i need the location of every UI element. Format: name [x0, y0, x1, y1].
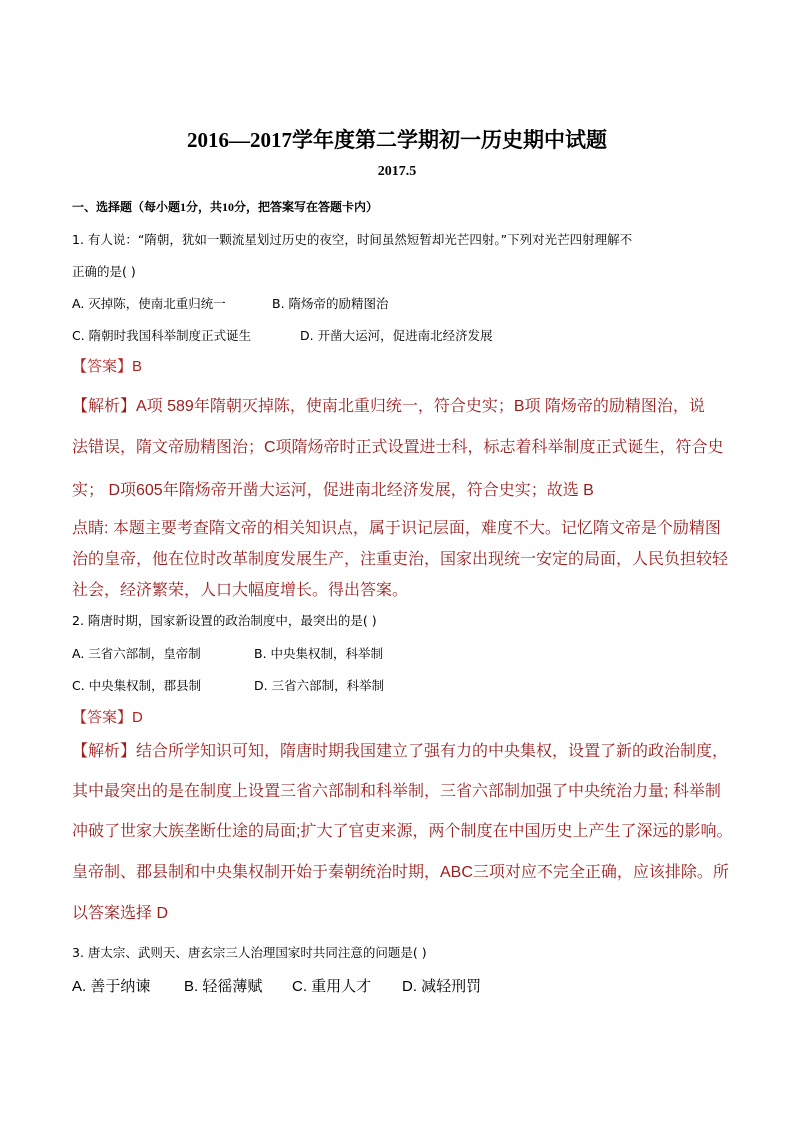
question-2-line-1: 2. 隋唐时期，国家新设置的政治制度中，最突出的是( ): [72, 613, 377, 628]
question-1-analysis-line-1: 【解析】A项 589年隋朝灭掉陈，使南北重归统一，符合史实；B项 隋炀帝的励精图治，说: [72, 398, 705, 415]
question-3-option-d: D. 减轻刑罚: [402, 978, 482, 995]
question-1-note-line-1: 点睛: 本题主要考查隋文帝的相关知识点，属于识记层面，难度不大。记忆隋文帝是个励精图: [72, 520, 721, 537]
question-2-option-b: B. 中央集权制，科举制: [254, 646, 384, 661]
question-1-line-2: 正确的是( ): [72, 264, 136, 279]
question-1-option-a: A. 灭掉陈，使南北重归统一: [72, 296, 226, 311]
question-1-analysis-line-2: 法错误，隋文帝励精图治；C项隋炀帝时正式设置进士科，标志着科举制度正式诞生，符合史: [72, 439, 724, 456]
question-2-analysis-line-5: 以答案选择 D: [72, 905, 169, 922]
page-title: 2016—2017学年度第二学期初一历史期中试题: [187, 128, 607, 152]
question-1-note-line-3: 社会，经济繁荣，人口大幅度增长。得出答案。: [72, 582, 409, 599]
question-1-option-b: B. 隋炀帝的励精图治: [272, 296, 389, 311]
question-2-option-a: A. 三省六部制，皇帝制: [72, 646, 201, 661]
question-3-line-1: 3. 唐太宗、武则天、唐玄宗三人治理国家时共同注意的问题是( ): [72, 945, 427, 960]
section-heading: 一、选择题（每小题1分，共10分，把答案写在答题卡内）: [72, 200, 379, 214]
question-3-option-c: C. 重用人才: [292, 978, 372, 995]
question-1-analysis-line-3: 实； D项605年隋炀帝开凿大运河，促进南北经济发展，符合史实；故选 B: [72, 482, 594, 499]
question-3-option-a: A. 善于纳谏: [72, 978, 151, 995]
question-2-analysis-line-2: 其中最突出的是在制度上设置三省六部制和科举制，三省六部制加强了中央统治力量; 科举制: [72, 783, 721, 800]
question-3-option-b: B. 轻徭薄赋: [184, 978, 263, 995]
question-2-analysis-line-4: 皇帝制、郡县制和中央集权制开始于秦朝统治时期，ABC三项对应不完全正确，应该排除。所: [72, 864, 729, 881]
question-1-note-line-2: 治的皇帝，他在位时改革制度发展生产，注重吏治，国家出现统一安定的局面，人民负担较轻: [72, 551, 729, 568]
question-1-answer: 【答案】B: [72, 358, 143, 375]
question-2-option-d: D. 三省六部制，科举制: [254, 678, 385, 693]
question-1-option-c: C. 隋朝时我国科举制度正式诞生: [72, 328, 252, 343]
question-1-line-1: 1. 有人说：“隋朝，犹如一颗流星划过历史的夜空，时间虽然短暂却光芒四射。”下列对光芒四射理解不: [72, 232, 633, 247]
question-2-answer: 【答案】D: [72, 709, 143, 726]
question-1-option-d: D. 开凿大运河，促进南北经济发展: [300, 328, 493, 343]
question-2-option-c: C. 中央集权制，郡县制: [72, 678, 202, 693]
question-2-analysis-line-3: 冲破了世家大族垄断仕途的局面;扩大了官吏来源，两个制度在中国历史上产生了深远的影响。: [72, 823, 733, 840]
question-2-analysis-line-1: 【解析】结合所学知识可知，隋唐时期我国建立了强有力的中央集权，设置了新的政治制度，: [72, 743, 729, 760]
exam-date: 2017.5: [377, 164, 417, 179]
